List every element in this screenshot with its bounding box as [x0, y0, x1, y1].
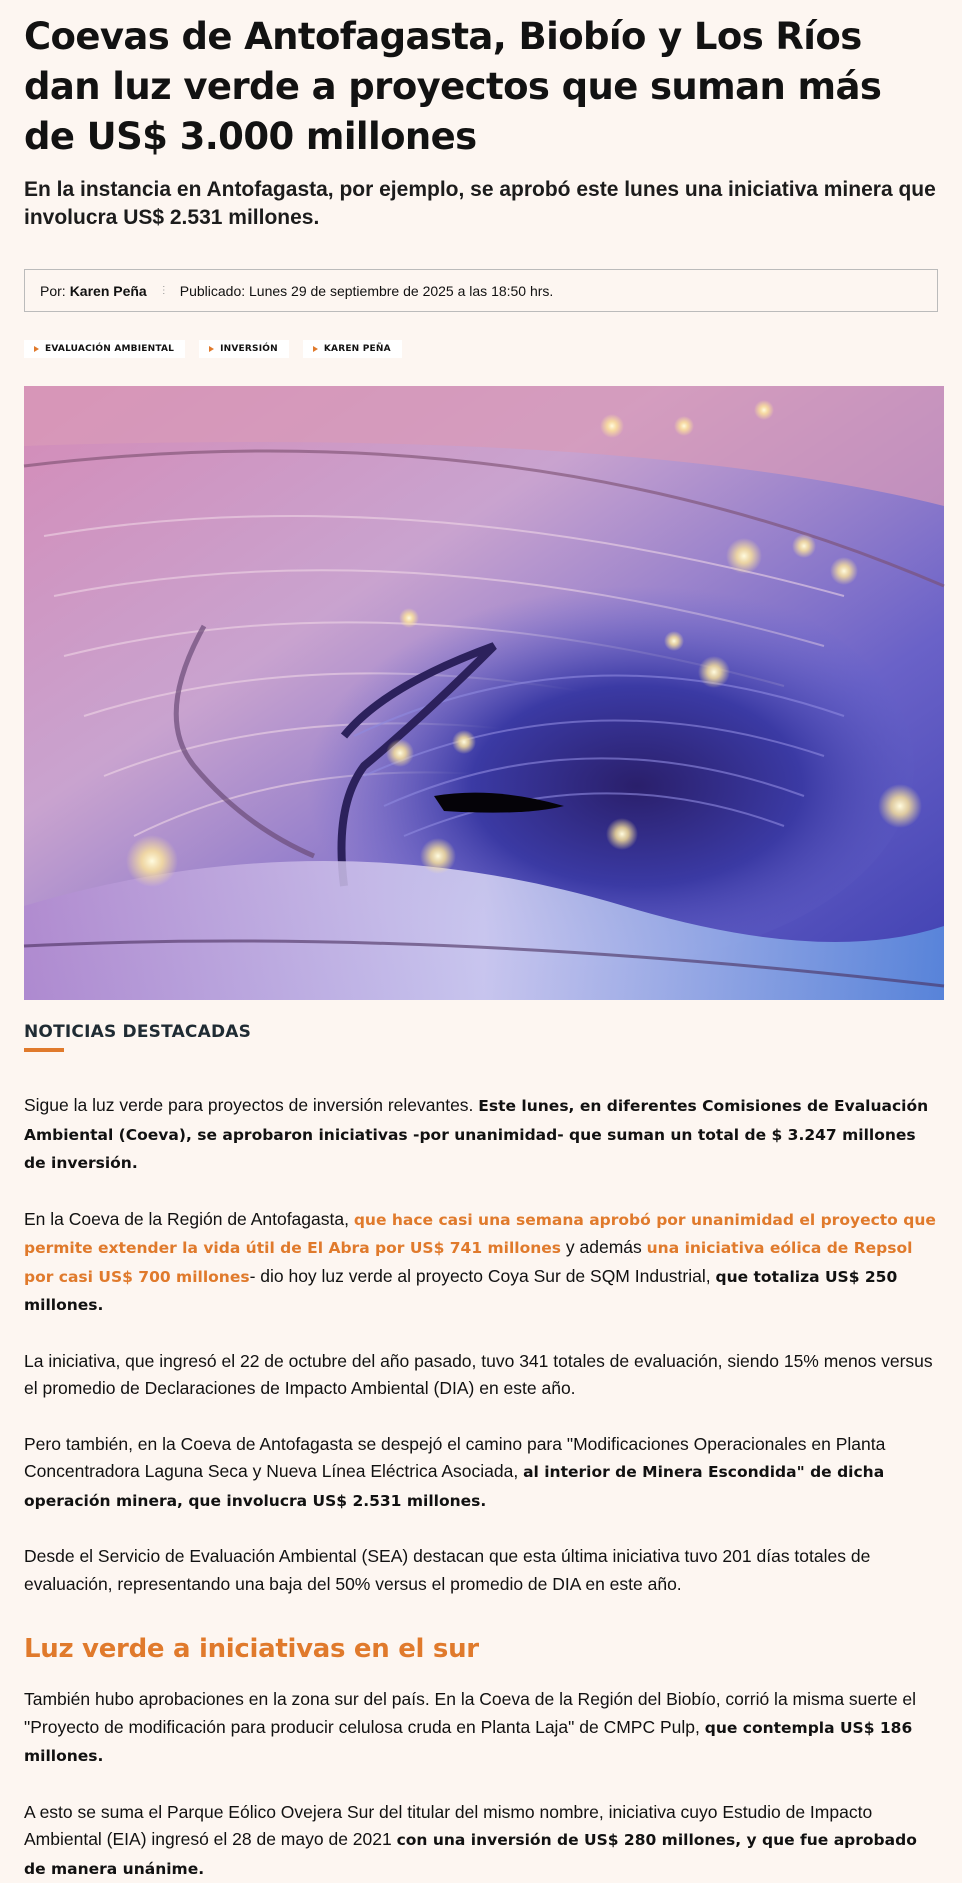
p6-text: También hubo aprobaciones en la zona sur del país. En la Coeva de la Región del Biobío, corrió la misma suerte el "Proyecto de modificación para producir celulosa cruda en Planta Laja" de CMPC Pulp,	[24, 1689, 916, 1737]
paragraph-3: La iniciativa, que ingresó el 22 de octubre del año pasado, tuvo 341 totales de evaluación, siendo 15% menos versus el promedio de Declaraciones de Impacto Ambiental (DIA) en este año.	[24, 1348, 938, 1403]
link-el-abra-project[interactable]: que hace casi una semana aprobó por unanimidad el proyecto que permite extender la vida útil de El Abra por US$ 741 millones	[24, 1211, 936, 1258]
tag-triangle-icon	[313, 346, 318, 352]
paragraph-1	[24, 1092, 938, 1178]
tag-label: INVERSIÓN	[220, 344, 278, 354]
paragraph-4	[24, 1431, 938, 1516]
tag-triangle-icon	[34, 346, 39, 352]
tag-triangle-icon	[209, 346, 214, 352]
p7-bold: con una inversión de US$ 280 millones, y que fue aprobado de manera unánime.	[24, 1831, 917, 1878]
byline-separator: ⋮	[159, 285, 168, 296]
section-subheading: Luz verde a iniciativas en el sur	[24, 1634, 938, 1664]
p2-text-c: - dio hoy luz verde al proyecto Coya Sur de SQM Industrial,	[250, 1266, 716, 1286]
article-body	[24, 1092, 938, 1883]
tag-label: EVALUACIÓN AMBIENTAL	[45, 344, 174, 354]
p2-text-a: En la Coeva de la Región de Antofagasta,	[24, 1209, 354, 1229]
p6-bold: que contempla US$ 186 millones.	[24, 1719, 912, 1766]
paragraph-2	[24, 1206, 938, 1320]
p4-bold: al interior de Minera Escondida" de dicha operación minera, que involucra US$ 2.531 millones.	[24, 1463, 884, 1510]
tag-karen-pena[interactable]	[303, 340, 402, 358]
p2-text-b: y además	[561, 1237, 647, 1257]
article-deck: En la instancia en Antofagasta, por ejemplo, se aprobó este lunes una iniciativa minera que involucra US$ 2.531 millones.	[24, 176, 938, 232]
p1-bold: Este lunes, en diferentes Comisiones de Evaluación Ambiental (Coeva), se aprobaron iniciativas -por unanimidad- que suman un total de $ 3.247 millones de inversión.	[24, 1097, 928, 1172]
tag-inversion[interactable]	[199, 340, 289, 358]
p1-text: Sigue la luz verde para proyectos de inversión relevantes.	[24, 1095, 478, 1115]
featured-heading-underline	[24, 1048, 64, 1052]
paragraph-6	[24, 1686, 938, 1771]
tag-evaluacion-ambiental[interactable]	[24, 340, 185, 358]
p7-text: A esto se suma el Parque Eólico Ovejera Sur del titular del mismo nombre, iniciativa cuyo Estudio de Impacto Ambiental (EIA) ingresó el 28 de mayo de 2021	[24, 1802, 872, 1850]
p4-text: Pero también, en la Coeva de Antofagasta se despejó el camino para "Modificaciones Operacionales en Planta Concentradora Laguna Seca y Nueva Línea Eléctrica Asociada,	[24, 1434, 885, 1482]
p2-bold: que totaliza US$ 250 millones.	[24, 1268, 897, 1315]
tag-list	[24, 340, 938, 358]
byline-published-date: Publicado: Lunes 29 de septiembre de 2025 a las 18:50 hrs.	[180, 283, 554, 299]
article-title: Coevas de Antofagasta, Biobío y Los Ríos dan luz verde a proyectos que suman más de US$ 3.000 millones	[24, 0, 938, 162]
tag-label: KAREN PEÑA	[324, 344, 391, 354]
byline-by-label: Por:	[40, 283, 66, 299]
link-repsol-wind-project[interactable]: una iniciativa eólica de Repsol por casi US$ 700 millones	[24, 1239, 912, 1286]
paragraph-5: Desde el Servicio de Evaluación Ambiental (SEA) destacan que esta última iniciativa tuvo 201 días totales de evaluación, representando una baja del 50% versus el promedio de DIA en este año.	[24, 1543, 938, 1598]
paragraph-7	[24, 1799, 938, 1883]
hero-mine-photo	[24, 386, 944, 1000]
byline-box	[24, 269, 938, 312]
featured-news-heading: NOTICIAS DESTACADAS	[24, 1022, 938, 1042]
byline-author-link[interactable]: Karen Peña	[70, 283, 147, 299]
